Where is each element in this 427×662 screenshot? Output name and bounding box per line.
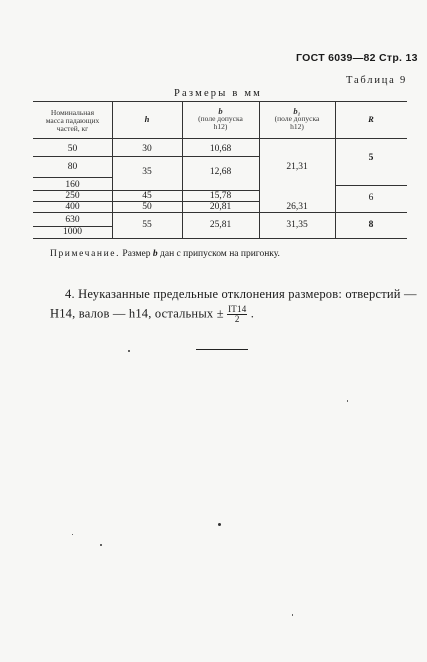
dimensions-caption: Размеры в мм — [174, 88, 263, 99]
cell-b1: 31,35 — [286, 220, 308, 230]
paragraph-text: . — [247, 306, 255, 321]
scan-speck — [292, 614, 293, 616]
row-rule — [33, 177, 112, 178]
cell-b: 25,81 — [209, 220, 232, 230]
header-b1 — [259, 107, 335, 131]
row-rule — [112, 156, 259, 157]
cell-h: 50 — [142, 202, 152, 212]
table-header-rule — [33, 138, 407, 139]
cell-h: 55 — [142, 220, 152, 230]
cell-R: 6 — [368, 193, 374, 203]
cell-h: 30 — [142, 144, 152, 154]
note-label: Примечание. — [50, 249, 121, 259]
note-text: дан с припуском на пригонку. — [157, 249, 280, 259]
header-b-line: h12) — [213, 122, 228, 131]
tolerance-fraction — [227, 305, 247, 324]
cell-b1: 26,31 — [286, 202, 308, 212]
cell-mass: 50 — [67, 144, 78, 154]
note-variable: b — [152, 249, 158, 259]
scan-speck — [100, 544, 102, 546]
header-R: R — [368, 114, 374, 124]
header-b1-symbol: b₁ — [293, 106, 301, 116]
cell-b: 20,81 — [209, 202, 232, 212]
header-h: h — [144, 114, 150, 124]
cell-R: 8 — [368, 220, 374, 230]
row-rule — [33, 156, 112, 157]
header-mass-line: частей, кг — [56, 124, 89, 133]
note-text: Размер — [120, 249, 153, 259]
scan-speck — [72, 534, 73, 535]
cell-R: 5 — [368, 153, 374, 163]
header-mass-line: Номинальная — [50, 108, 95, 117]
cell-h: 45 — [142, 191, 152, 201]
header-b1-line: (поле допуска — [274, 114, 320, 123]
cell-b: 12,68 — [209, 167, 232, 177]
table-note — [50, 249, 280, 259]
paragraph-line: 4. Неуказанные предельные отклонения размеров: отверстий — — [65, 287, 417, 301]
cell-mass: 400 — [65, 202, 80, 212]
scan-speck — [347, 400, 348, 402]
header-b-symbol: b — [218, 106, 223, 116]
fraction-numerator: IT14 — [228, 304, 247, 314]
row-rule — [335, 185, 407, 186]
paragraph-text: H14, валов — h14, остальных ± — [50, 306, 224, 321]
cell-h: 35 — [142, 167, 152, 177]
table-top-rule — [33, 101, 407, 102]
section-end-rule — [196, 349, 248, 350]
header-b — [182, 107, 259, 131]
header-mass — [33, 109, 112, 133]
cell-mass: 160 — [65, 180, 80, 190]
scan-speck — [218, 523, 221, 526]
cell-b1: 21,31 — [286, 162, 308, 172]
header-b1-line: h12) — [290, 122, 304, 131]
table-number: Таблица 9 — [346, 75, 408, 86]
header-mass-line: масса падающих — [45, 116, 100, 125]
cell-b: 15,78 — [209, 191, 232, 201]
cell-mass: 630 — [65, 215, 80, 225]
header-b-line: (поле допуска — [198, 114, 243, 123]
cell-mass: 250 — [65, 191, 80, 201]
scan-speck — [128, 350, 130, 352]
row-rule — [335, 212, 407, 213]
page-header: ГОСТ 6039—82 Стр. 13 — [296, 52, 418, 64]
fraction-denominator: 2 — [234, 314, 240, 324]
row-rule — [33, 212, 335, 213]
cell-mass: 1000 — [63, 227, 82, 237]
cell-mass: 80 — [67, 162, 78, 172]
paragraph-line — [50, 305, 254, 324]
cell-b: 10,68 — [209, 144, 232, 154]
table-bottom-rule — [33, 238, 407, 239]
